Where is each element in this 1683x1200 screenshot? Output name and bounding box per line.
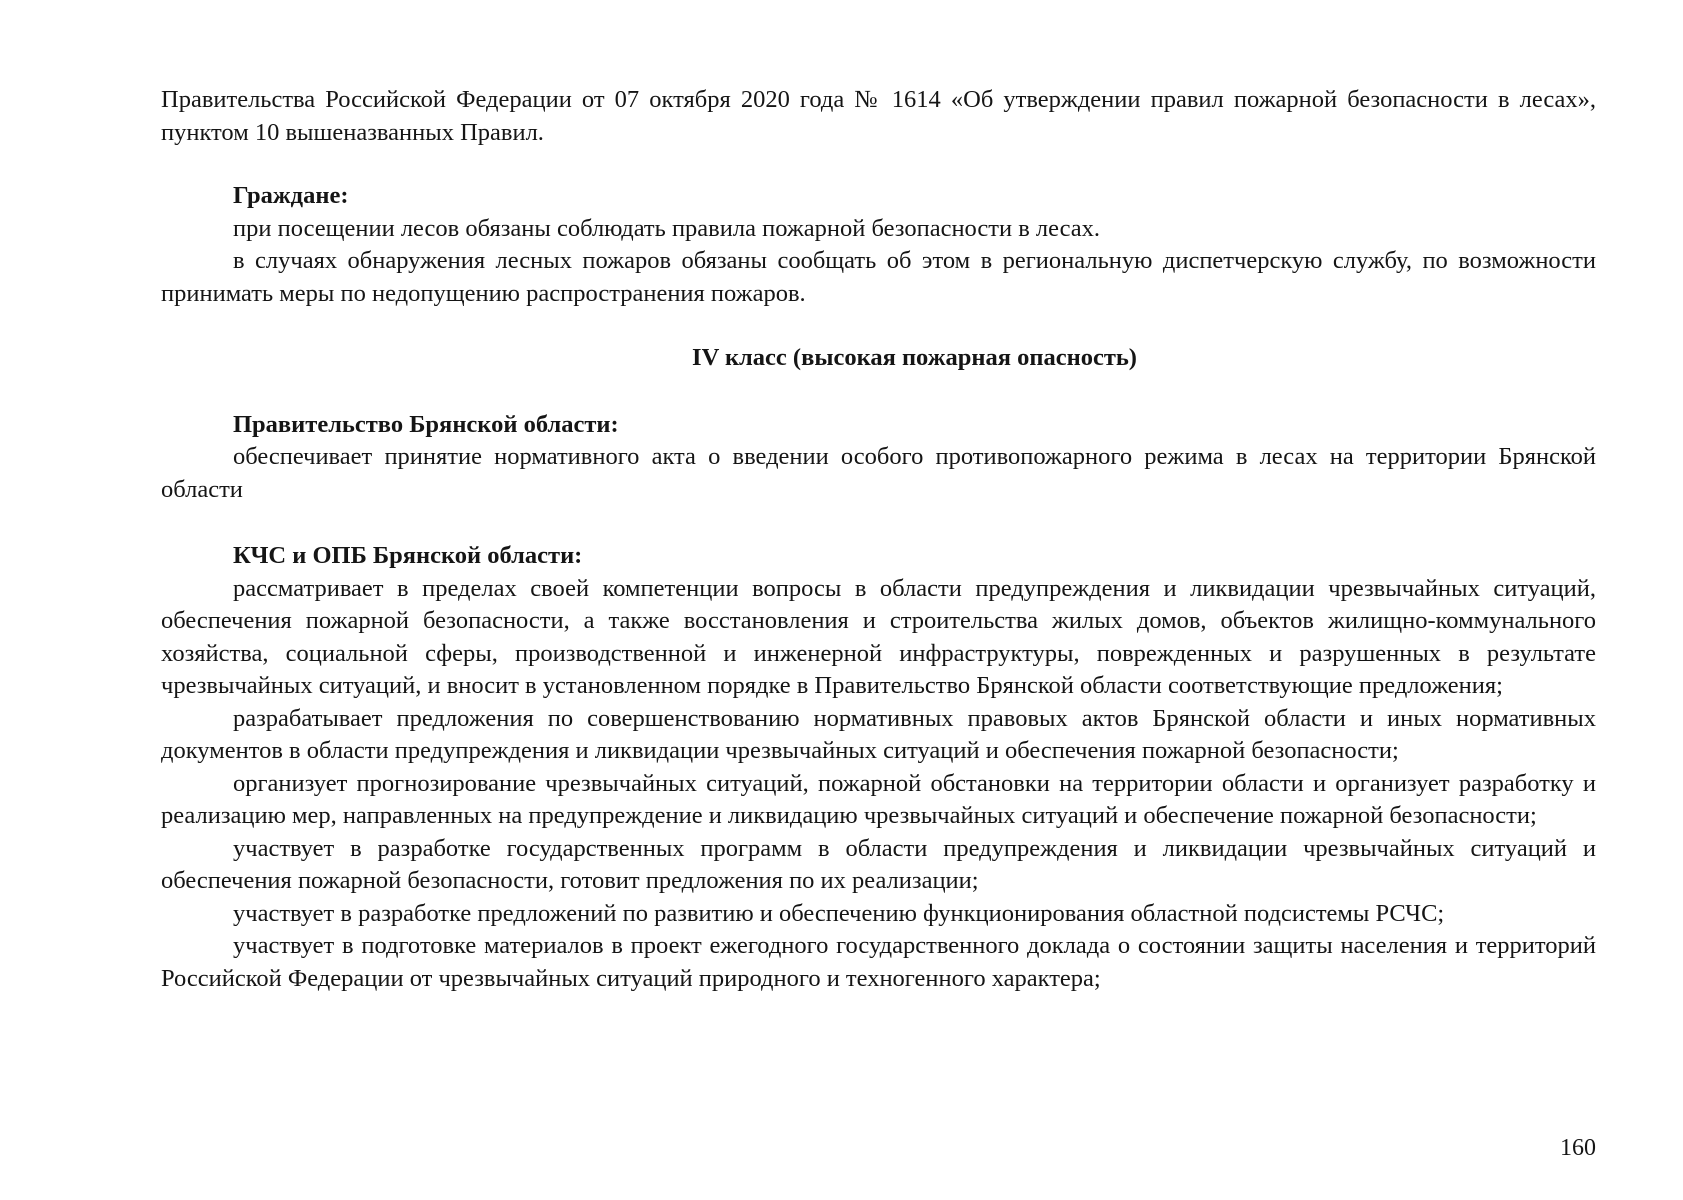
kchs-item-5: участвует в разработке предложений по развитию и обеспечению функционирования областной подсистемы РСЧС; (233, 899, 1445, 927)
class-iv-heading: IV класс (высокая пожарная опасность) (692, 344, 1137, 371)
kchs-item-2: разрабатывает предложения по совершенствованию нормативных правовых актов Брянской области и иных нормативных документов в области предупреждения и ликвидации чрезвычайных ситуаций и обеспечения пожарной безопасности; (161, 704, 1596, 764)
spacer (161, 506, 1596, 540)
spacer (161, 310, 1596, 342)
document-page (161, 84, 1596, 995)
government-item-1: обеспечивает принятие нормативного акта о введении особого противопожарного режима в лесах на территории Брянской области (161, 443, 1596, 503)
citizens-item-1: при посещении лесов обязаны соблюдать правила пожарной безопасности в лесах. (233, 214, 1101, 242)
kchs-item-3: организует прогнозирование чрезвычайных ситуаций, пожарной обстановки на территории области и организует разработку и реализацию мер, направленных на предупреждение и ликвидацию чрезвычайных ситуаций и обеспечение пожарной безопасности; (161, 769, 1596, 829)
intro-paragraph: Правительства Российской Федерации от 07 октября 2020 года № 1614 «Об утверждении правил пожарной безопасности в лесах», пунктом 10 вышеназванных Правил. (161, 86, 1596, 146)
citizens-item-2: в случаях обнаружения лесных пожаров обязаны сообщать об этом в региональную диспетчерскую службу, по возможности принимать меры по недопущению распространения пожаров. (161, 247, 1596, 307)
citizens-heading: Граждане: (233, 182, 349, 209)
kchs-heading: КЧС и ОПБ Брянской области: (233, 542, 583, 569)
government-heading: Правительство Брянской области: (233, 410, 619, 438)
spacer (161, 149, 1596, 180)
kchs-item-4: участвует в разработке государственных программ в области предупреждения и ликвидации чрезвычайных ситуаций и обеспечения пожарной безопасности, готовит предложения по их реализации; (161, 834, 1596, 894)
section-citizens (161, 180, 1596, 310)
spacer (161, 375, 1596, 409)
page-number: 160 (1560, 1135, 1596, 1161)
section-kchs (161, 540, 1596, 995)
section-government (161, 409, 1596, 507)
kchs-item-6: участвует в подготовке материалов в проект ежегодного государственного доклада о состоянии защиты населения и территорий Российской Федерации от чрезвычайных ситуаций природного и техногенного характера; (161, 932, 1596, 992)
kchs-item-1: рассматривает в пределах своей компетенции вопросы в области предупреждения и ликвидации чрезвычайных ситуаций, обеспечения пожарной безопасности, а также восстановления и строительства жилых домов, объектов жилищно-коммунального хозяйства, социальной сферы, производственной и инженерной инфраструктуры, поврежденных и разрушенных в результате чрезвычайных ситуаций, и вносит в установленном порядке в Правительство Брянской области соответствующие предложения; (161, 574, 1596, 699)
